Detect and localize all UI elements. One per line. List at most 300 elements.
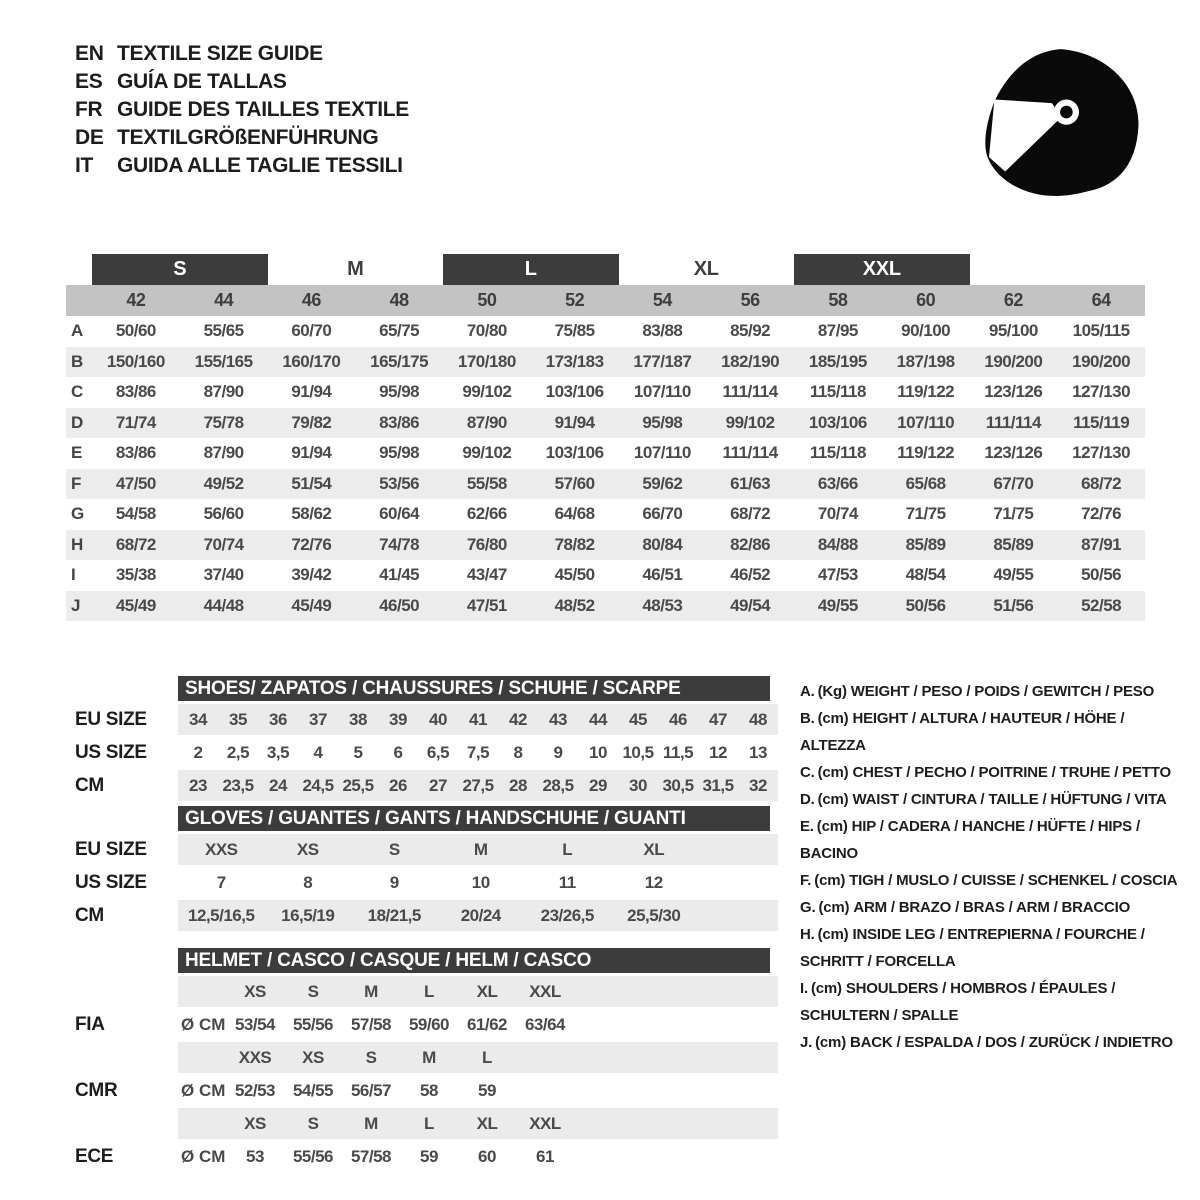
table-row [66,316,1145,347]
table-cell: 80/84 [642,534,683,554]
table-cell: 64/68 [554,504,595,524]
language-code: EN [75,42,104,65]
table-cell: 44 [589,709,607,729]
legend-text: INSIDE LEG / ENTREPIERNA / FOURCHE / SCHRITT / FORCELLA [800,926,1145,970]
table-cell: S [307,1113,319,1133]
table-cell: 65/68 [905,473,946,493]
table-cell: 127/130 [1072,443,1131,463]
table-cell: S [365,1047,377,1067]
table-cell: 57/60 [554,473,595,493]
table-cell: 45/49 [115,595,156,615]
legend-unit: (Kg) [817,683,847,700]
table-cell: 52/53 [234,1080,276,1100]
table-cell: XXL [529,1113,561,1133]
table-cell: 43 [549,709,567,729]
table-cell: 13 [749,742,767,762]
legend-unit: (cm) [816,818,848,835]
table-cell: 83/86 [379,412,420,432]
textile-size-table [66,254,1145,621]
size-number: 46 [301,290,321,310]
size-table-body [66,316,1145,621]
fia-values [226,1015,574,1035]
row-letter: B [71,351,84,371]
table-cell: 23 [189,775,207,795]
table-cell: 10 [589,742,607,762]
helmet-title-bar: HELMET / CASCO / CASQUE / HELM / CASCO [178,948,770,973]
table-cell: 99/102 [462,382,512,402]
table-cell: 70/74 [817,504,858,524]
row-values [92,377,1145,408]
table-cell: 119/122 [897,382,955,402]
legend-unit: (cm) [817,710,849,727]
table-cell: 36 [269,709,287,729]
table-cell: 83/88 [642,321,683,341]
table-cell: 103/106 [545,382,604,402]
guide-title: TEXTILE SIZE GUIDE [117,42,323,65]
table-cell: 76/80 [466,534,507,554]
table-cell: 54/55 [292,1080,334,1100]
table-cell: 57/58 [350,1014,392,1034]
table-cell: 28,5 [542,775,574,795]
table-cell: 187/198 [896,351,955,371]
table-cell: 55/58 [466,473,507,493]
legend-item-j [800,1029,1185,1056]
unit-label: Ø CM [181,1080,226,1100]
table-cell: L [424,1113,434,1133]
language-row [75,96,409,124]
table-cell: 53 [246,1146,264,1166]
legend-item-d [800,786,1185,813]
row-letter: A [71,321,84,341]
table-cell: 12 [644,872,663,892]
guide-title: GUIDA ALLE TAGLIE TESSILI [117,154,403,177]
table-cell: 85/89 [993,534,1034,554]
table-cell: 52/58 [1081,595,1122,615]
table-cell: 2,5 [226,742,250,762]
table-cell: 56/57 [350,1080,392,1100]
table-cell: 79/82 [291,412,332,432]
table-cell: 107/110 [633,443,691,463]
table-cell: 190/200 [984,351,1043,371]
table-cell: 105/115 [1072,321,1130,341]
legend-item-e [800,813,1185,867]
table-cell: 49/55 [817,595,858,615]
size-number: 62 [1003,290,1023,310]
table-cell: 59 [478,1080,496,1100]
language-code: IT [75,154,94,177]
size-number: 56 [740,290,760,310]
table-cell: 160/170 [282,351,341,371]
row-letter: C [71,382,84,402]
helmet-fia-values-row [75,1009,778,1040]
table-cell: 103/106 [545,443,604,463]
table-cell: 50/56 [1081,565,1122,585]
table-cell: XS [296,839,319,859]
language-row [75,68,409,96]
helmet-size-table [66,948,780,1174]
row-letter: E [71,443,83,463]
table-cell: 75/78 [203,412,244,432]
table-cell: L [562,839,573,859]
table-cell: 48/54 [905,565,946,585]
table-cell: 74/78 [379,534,420,554]
measurement-legend [800,678,1185,1056]
size-group-header [66,254,1145,285]
table-cell: 47/51 [466,595,507,615]
table-cell: 47 [709,709,727,729]
legend-item-i [800,975,1185,1029]
row-label-us-size: US SIZE [75,741,147,763]
table-cell: M [364,981,378,1001]
shoes-cm-row [75,770,778,801]
legend-key: I. [800,980,808,997]
table-cell: XS [244,981,266,1001]
table-cell: 50/60 [115,321,156,341]
unit-label: Ø CM [181,1014,226,1034]
table-cell: 48/52 [554,595,595,615]
table-cell: 45/50 [554,565,595,585]
table-cell: 55/56 [292,1146,334,1166]
ece-values [226,1147,574,1167]
legend-unit: (cm) [815,1034,846,1051]
table-cell: 62/66 [466,504,507,524]
table-cell: XS [302,1047,324,1067]
legend-unit: (cm) [817,764,849,781]
table-cell: 7,5 [466,742,490,762]
table-cell: 4 [313,742,323,762]
language-row [75,40,409,68]
table-cell: 190/200 [1072,351,1131,371]
fia-sizes [226,982,574,1002]
table-cell: 95/98 [642,412,683,432]
table-row [66,347,1145,378]
table-cell: 38 [349,709,367,729]
legend-text: SHOULDERS / HOMBROS / ÉPAULES / SCHULTERN / SPALLE [800,980,1116,1024]
table-cell: 71/75 [993,504,1034,524]
table-cell: 67/70 [993,473,1034,493]
table-cell: 23,5 [222,775,254,795]
table-cell: 111/114 [722,382,778,402]
table-row [66,530,1145,561]
helmet-cmr-sizes-row [178,1042,778,1073]
shoes-cm-values [178,776,778,796]
size-number: 44 [214,290,234,310]
table-cell: 8 [303,872,313,892]
size-number: 50 [477,290,497,310]
table-cell: XXS [238,1047,272,1067]
legend-unit: (cm) [817,926,849,943]
legend-key: A. [800,683,815,700]
table-cell: 12 [709,742,727,762]
table-cell: 27 [429,775,447,795]
table-cell: 18/21,5 [367,905,421,925]
table-cell: 107/110 [897,412,955,432]
language-row [75,152,409,180]
table-cell: 46 [669,709,687,729]
legend-text: CHEST / PECHO / POITRINE / TRUHE / PETTO [852,764,1171,781]
row-letter: J [71,595,81,615]
table-cell: 182/190 [721,351,780,371]
table-cell: 20/24 [460,905,501,925]
gloves-us-values [178,873,778,893]
legend-item-a [800,678,1185,705]
row-letter: H [71,534,84,554]
table-cell: XS [244,1113,266,1133]
row-label-cmr: CMR [75,1079,118,1101]
table-cell: 63/64 [524,1014,566,1034]
table-cell: 61/62 [466,1014,508,1034]
row-label-cm: CM [75,774,104,796]
table-cell [516,1081,574,1101]
legend-key: D. [800,791,815,808]
table-row [66,591,1145,622]
table-cell: 37 [309,709,327,729]
table-cell: 16,5/19 [281,905,335,925]
size-group-xl: XL [693,258,719,280]
helmet-cmr-values-row [75,1075,778,1106]
size-number: 54 [652,290,672,310]
shoes-us-row [75,737,778,768]
row-label-us-size: US SIZE [75,871,147,893]
table-cell: 56/60 [203,504,244,524]
table-cell: 66/70 [642,504,683,524]
table-cell: L [482,1047,492,1067]
table-cell: 173/183 [545,351,604,371]
size-number: 64 [1091,290,1111,310]
table-row [66,377,1145,408]
table-cell: 6 [393,742,403,762]
table-cell: 111/114 [985,412,1041,432]
table-cell: 25,5 [342,775,374,795]
table-cell: 48/53 [642,595,683,615]
table-cell: 95/100 [988,321,1038,341]
legend-text: BACK / ESPALDA / DOS / ZURÜCK / INDIETRO [850,1034,1173,1051]
gloves-title-bar: GLOVES / GUANTES / GANTS / HANDSCHUHE / GUANTI [178,806,770,831]
table-cell: 8 [513,742,523,762]
table-cell: 91/94 [554,412,595,432]
row-letter: F [71,473,82,493]
table-cell: 59/62 [642,473,683,493]
size-numbers [92,285,1145,316]
table-cell: 11 [558,872,576,892]
table-row [66,469,1145,500]
table-cell: 35/38 [115,565,156,585]
table-cell: 55/65 [203,321,244,341]
table-cell: XL [643,839,665,859]
guide-title: GUIDE DES TAILLES TEXTILE [117,98,409,121]
table-cell: 46/51 [642,565,683,585]
size-group-m: M [347,258,364,280]
table-cell: 71/74 [115,412,156,432]
table-cell: 24,5 [302,775,334,795]
row-values [92,591,1145,622]
table-cell: 55/56 [292,1014,334,1034]
table-cell: 115/118 [809,382,866,402]
table-cell: XXS [204,839,238,859]
table-cell: 85/92 [730,321,771,341]
table-cell: 87/90 [203,443,244,463]
table-cell: 83/86 [115,443,156,463]
table-cell: 115/118 [809,443,866,463]
table-cell: 123/126 [984,382,1043,402]
table-cell: 119/122 [897,443,955,463]
table-cell: 43/47 [466,565,507,585]
size-group-s: S [92,254,268,285]
legend-item-c [800,759,1185,786]
gloves-size-table [66,806,780,933]
language-code: FR [75,98,103,121]
table-cell: 47/53 [817,565,858,585]
table-cell: 31,5 [702,775,734,795]
table-cell: 59/60 [408,1014,450,1034]
row-label-ece: ECE [75,1145,114,1167]
table-cell: 48 [749,709,767,729]
size-number: 52 [565,290,585,310]
table-cell: 34 [189,709,207,729]
legend-key: E. [800,818,814,835]
table-cell: 27,5 [462,775,494,795]
legend-unit: (cm) [810,980,842,997]
table-cell: 91/94 [291,443,332,463]
table-cell: 84/88 [817,534,858,554]
legend-key: H. [800,926,815,943]
table-cell: 53/54 [234,1014,276,1034]
table-cell: 7 [216,872,226,892]
legend-item-f [800,867,1185,894]
table-cell: 28 [509,775,527,795]
table-cell: 41/45 [379,565,420,585]
table-cell: 25,5/30 [627,905,681,925]
table-cell: 87/91 [1081,534,1122,554]
table-cell: 47/50 [115,473,156,493]
table-cell: 42 [509,709,527,729]
row-values [92,469,1145,500]
row-label-eu-size: EU SIZE [75,838,147,860]
table-cell: 87/90 [203,382,244,402]
legend-key: G. [800,899,816,916]
row-values [92,530,1145,561]
table-cell: L [424,981,434,1001]
table-cell: 10 [471,872,490,892]
table-cell: 30 [629,775,647,795]
table-cell: 68/72 [1081,473,1122,493]
legend-key: F. [800,872,812,889]
table-cell: 150/160 [106,351,165,371]
table-cell: 10,5 [622,742,654,762]
legend-text: TIGH / MUSLO / CUISSE / SCHENKEL / COSCIA [849,872,1178,889]
helmet-fia-sizes-row [178,976,778,1007]
shoes-us-values [178,743,778,763]
table-cell: 58 [420,1080,438,1100]
table-cell: 6,5 [426,742,450,762]
table-cell: 123/126 [984,443,1043,463]
table-cell: 90/100 [901,321,951,341]
table-cell: 58/62 [291,504,332,524]
row-label-eu-size: EU SIZE [75,708,147,730]
language-code: DE [75,126,104,149]
legend-text: HIP / CADERA / HANCHE / HÜFTE / HIPS / BACINO [800,818,1140,862]
table-cell: 75/85 [554,321,595,341]
table-cell: 155/165 [194,351,253,371]
table-cell: 115/119 [1073,412,1130,432]
table-cell: 45/49 [291,595,332,615]
table-cell: 11,5 [662,742,694,762]
legend-unit: (cm) [818,899,850,916]
table-cell: 51/56 [993,595,1034,615]
table-cell: 12,5/16,5 [188,905,255,925]
table-cell: 2 [193,742,203,762]
table-cell: 111/114 [722,443,778,463]
legend-key: J. [800,1034,813,1051]
legend-text: WEIGHT / PESO / POIDS / GEWITCH / PESO [850,683,1155,700]
table-cell: 95/98 [379,443,420,463]
row-letter: G [71,504,85,524]
table-cell: 54/58 [115,504,156,524]
table-cell: 49/54 [730,595,771,615]
table-cell: 165/175 [370,351,429,371]
size-group-l: L [443,254,619,285]
size-group-xxl: XXL [794,254,970,285]
helmet-ece-values-row [75,1141,778,1172]
table-cell: M [422,1047,436,1067]
cmr-values [226,1081,574,1101]
table-cell: 83/86 [115,382,156,402]
size-number: 48 [389,290,409,310]
table-cell: 40 [429,709,447,729]
size-number: 42 [126,290,146,310]
row-letter: I [71,565,76,585]
table-cell: 3,5 [266,742,290,762]
row-values [92,499,1145,530]
table-cell: 9 [389,872,399,892]
table-cell: 61/63 [730,473,771,493]
table-cell: 82/86 [730,534,771,554]
size-number: 60 [916,290,936,310]
table-cell: 41 [469,709,487,729]
table-cell: XL [476,981,498,1001]
table-cell: 68/72 [115,534,156,554]
table-cell: 85/89 [905,534,946,554]
row-values [92,347,1145,378]
legend-unit: (cm) [817,791,849,808]
size-number: 58 [828,290,848,310]
table-cell: 9 [553,742,563,762]
legend-key: C. [800,764,815,781]
table-cell: XXL [529,981,561,1001]
table-cell: 60/70 [291,321,332,341]
table-cell: 107/110 [633,382,691,402]
table-cell: 70/74 [203,534,244,554]
shoes-eu-values [178,710,778,730]
table-cell: 46/50 [379,595,420,615]
table-cell: 39 [389,709,407,729]
table-cell: 49/55 [993,565,1034,585]
table-cell: 185/195 [808,351,867,371]
table-cell [516,1048,574,1068]
racing-helmet-icon [962,28,1160,216]
guide-title: TEXTILGRÖßENFÜHRUNG [117,126,379,149]
table-cell: 60/64 [379,504,420,524]
table-cell: 26 [389,775,407,795]
table-cell: 29 [589,775,607,795]
row-values [92,316,1145,347]
table-cell: 46/52 [730,565,771,585]
table-cell: 63/66 [817,473,858,493]
legend-item-b [800,705,1185,759]
table-cell: 61 [536,1146,554,1166]
table-cell: 78/82 [554,534,595,554]
table-cell: 60 [478,1146,496,1166]
